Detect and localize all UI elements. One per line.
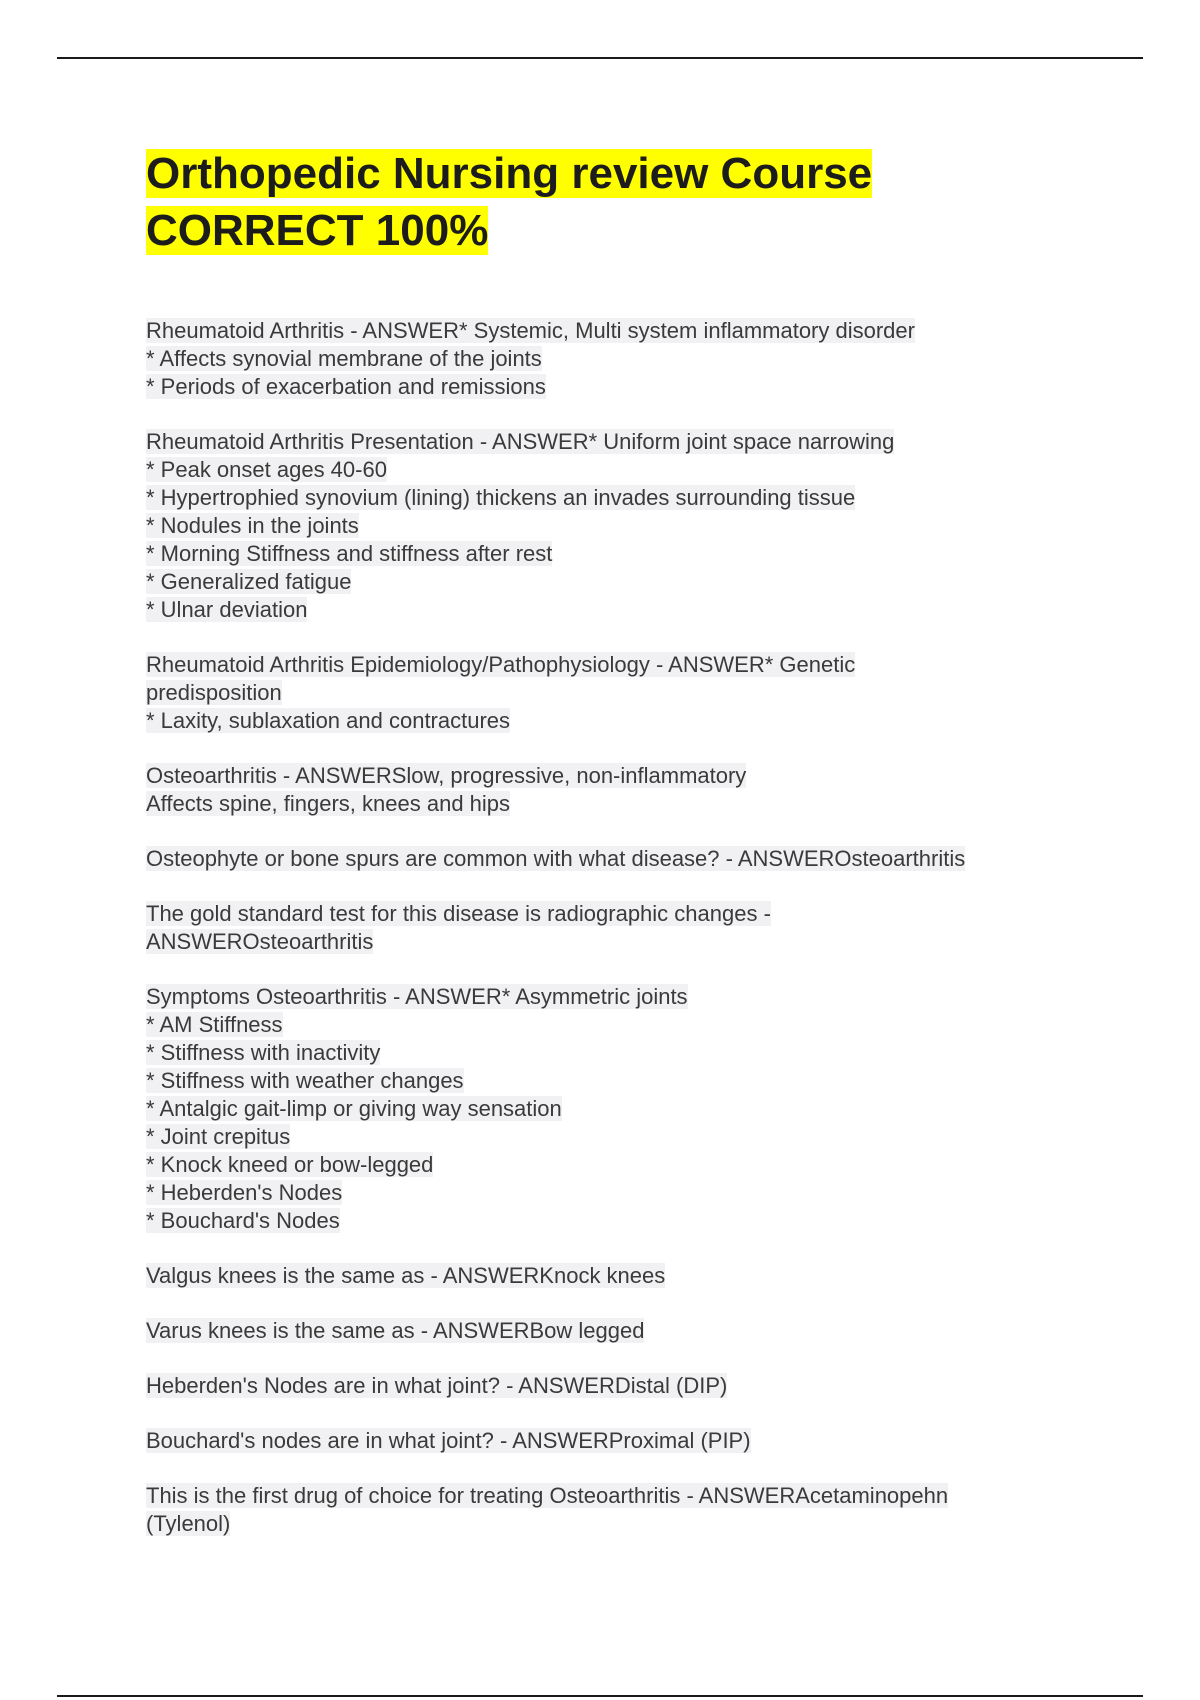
qa-line — [146, 651, 1076, 679]
qa-line — [146, 484, 1076, 512]
qa-line — [146, 928, 1076, 956]
qa-line-text: * Laxity, sublaxation and contractures — [146, 708, 511, 733]
qa-line — [146, 707, 1076, 735]
document-body — [146, 145, 1076, 1565]
qa-line-text: * Affects synovial membrane of the joints — [146, 346, 542, 371]
qa-line — [146, 1207, 1076, 1235]
qa-line-text: * Knock kneed or bow-legged — [146, 1152, 434, 1177]
qa-line — [146, 540, 1076, 568]
qa-line — [146, 345, 1076, 373]
qa-line-text: Osteoarthritis - ANSWERSlow, progressive, non-inflammatory — [146, 763, 747, 788]
qa-line-text: * Bouchard's Nodes — [146, 1208, 340, 1233]
qa-line-text: Osteophyte or bone spurs are common with what disease? - ANSWEROsteoarthritis — [146, 846, 966, 871]
qa-entry — [146, 1427, 1076, 1455]
footer-rule — [57, 1695, 1143, 1697]
qa-line — [146, 1011, 1076, 1039]
qa-line-text: Affects spine, fingers, knees and hips — [146, 791, 511, 816]
qa-line-text: * Nodules in the joints — [146, 513, 359, 538]
qa-line-text: Rheumatoid Arthritis Presentation - ANSWER* Uniform joint space narrowing — [146, 429, 895, 454]
qa-line — [146, 317, 1076, 345]
qa-entry — [146, 900, 1076, 956]
qa-line-text: Symptoms Osteoarthritis - ANSWER* Asymmetric joints — [146, 984, 688, 1009]
qa-line-text: * Heberden's Nodes — [146, 1180, 343, 1205]
qa-line-text: * Joint crepitus — [146, 1124, 291, 1149]
qa-line-text: * Ulnar deviation — [146, 597, 308, 622]
qa-line-text: Rheumatoid Arthritis - ANSWER* Systemic, Multi system inflammatory disorder — [146, 318, 915, 343]
document-title-text: Orthopedic Nursing review Course CORRECT 100% — [146, 149, 873, 255]
qa-line — [146, 900, 1076, 928]
qa-line — [146, 373, 1076, 401]
document-title — [146, 145, 1076, 259]
qa-line-text: ANSWEROsteoarthritis — [146, 929, 374, 954]
qa-entry — [146, 428, 1076, 624]
qa-line — [146, 1151, 1076, 1179]
qa-line — [146, 1317, 1076, 1345]
qa-line — [146, 512, 1076, 540]
qa-entry — [146, 1317, 1076, 1345]
qa-line — [146, 679, 1076, 707]
qa-line — [146, 456, 1076, 484]
qa-line-text: * Periods of exacerbation and remissions — [146, 374, 546, 399]
qa-entry — [146, 983, 1076, 1235]
qa-line-text: Varus knees is the same as - ANSWERBow legged — [146, 1318, 645, 1343]
qa-list — [146, 317, 1076, 1538]
qa-line — [146, 1510, 1076, 1538]
qa-line-text: * AM Stiffness — [146, 1012, 283, 1037]
qa-line-text: * Hypertrophied synovium (lining) thickens an invades surrounding tissue — [146, 485, 856, 510]
qa-entry — [146, 1262, 1076, 1290]
qa-line — [146, 428, 1076, 456]
qa-line-text: Rheumatoid Arthritis Epidemiology/Pathophysiology - ANSWER* Genetic — [146, 652, 856, 677]
qa-line-text: Valgus knees is the same as - ANSWERKnock knees — [146, 1263, 666, 1288]
qa-line-text: * Peak onset ages 40-60 — [146, 457, 387, 482]
qa-line-text: * Generalized fatigue — [146, 569, 352, 594]
qa-line-text: * Antalgic gait-limp or giving way sensation — [146, 1096, 562, 1121]
qa-line — [146, 1095, 1076, 1123]
qa-line — [146, 568, 1076, 596]
qa-line-text: Bouchard's nodes are in what joint? - ANSWERProximal (PIP) — [146, 1428, 751, 1453]
qa-line-text: This is the first drug of choice for treating Osteoarthritis - ANSWERAcetaminopehn — [146, 1483, 949, 1508]
qa-line-text: Heberden's Nodes are in what joint? - ANSWERDistal (DIP) — [146, 1373, 728, 1398]
qa-line — [146, 1372, 1076, 1400]
qa-line — [146, 790, 1076, 818]
qa-line — [146, 1262, 1076, 1290]
qa-entry — [146, 845, 1076, 873]
qa-entry — [146, 1482, 1076, 1538]
qa-line-text: predisposition — [146, 680, 282, 705]
qa-line — [146, 1123, 1076, 1151]
qa-line — [146, 762, 1076, 790]
qa-line-text: * Stiffness with weather changes — [146, 1068, 464, 1093]
qa-line-text: * Stiffness with inactivity — [146, 1040, 381, 1065]
qa-entry — [146, 317, 1076, 401]
qa-line — [146, 845, 1076, 873]
header-rule — [57, 57, 1143, 59]
qa-entry — [146, 1372, 1076, 1400]
qa-line — [146, 1039, 1076, 1067]
qa-line — [146, 1179, 1076, 1207]
qa-line — [146, 983, 1076, 1011]
qa-line — [146, 1067, 1076, 1095]
qa-line — [146, 1427, 1076, 1455]
qa-line-text: (Tylenol) — [146, 1511, 231, 1536]
qa-line — [146, 596, 1076, 624]
qa-line-text: * Morning Stiffness and stiffness after rest — [146, 541, 553, 566]
qa-entry — [146, 651, 1076, 735]
qa-line — [146, 1482, 1076, 1510]
qa-entry — [146, 762, 1076, 818]
qa-line-text: The gold standard test for this disease is radiographic changes - — [146, 901, 771, 926]
